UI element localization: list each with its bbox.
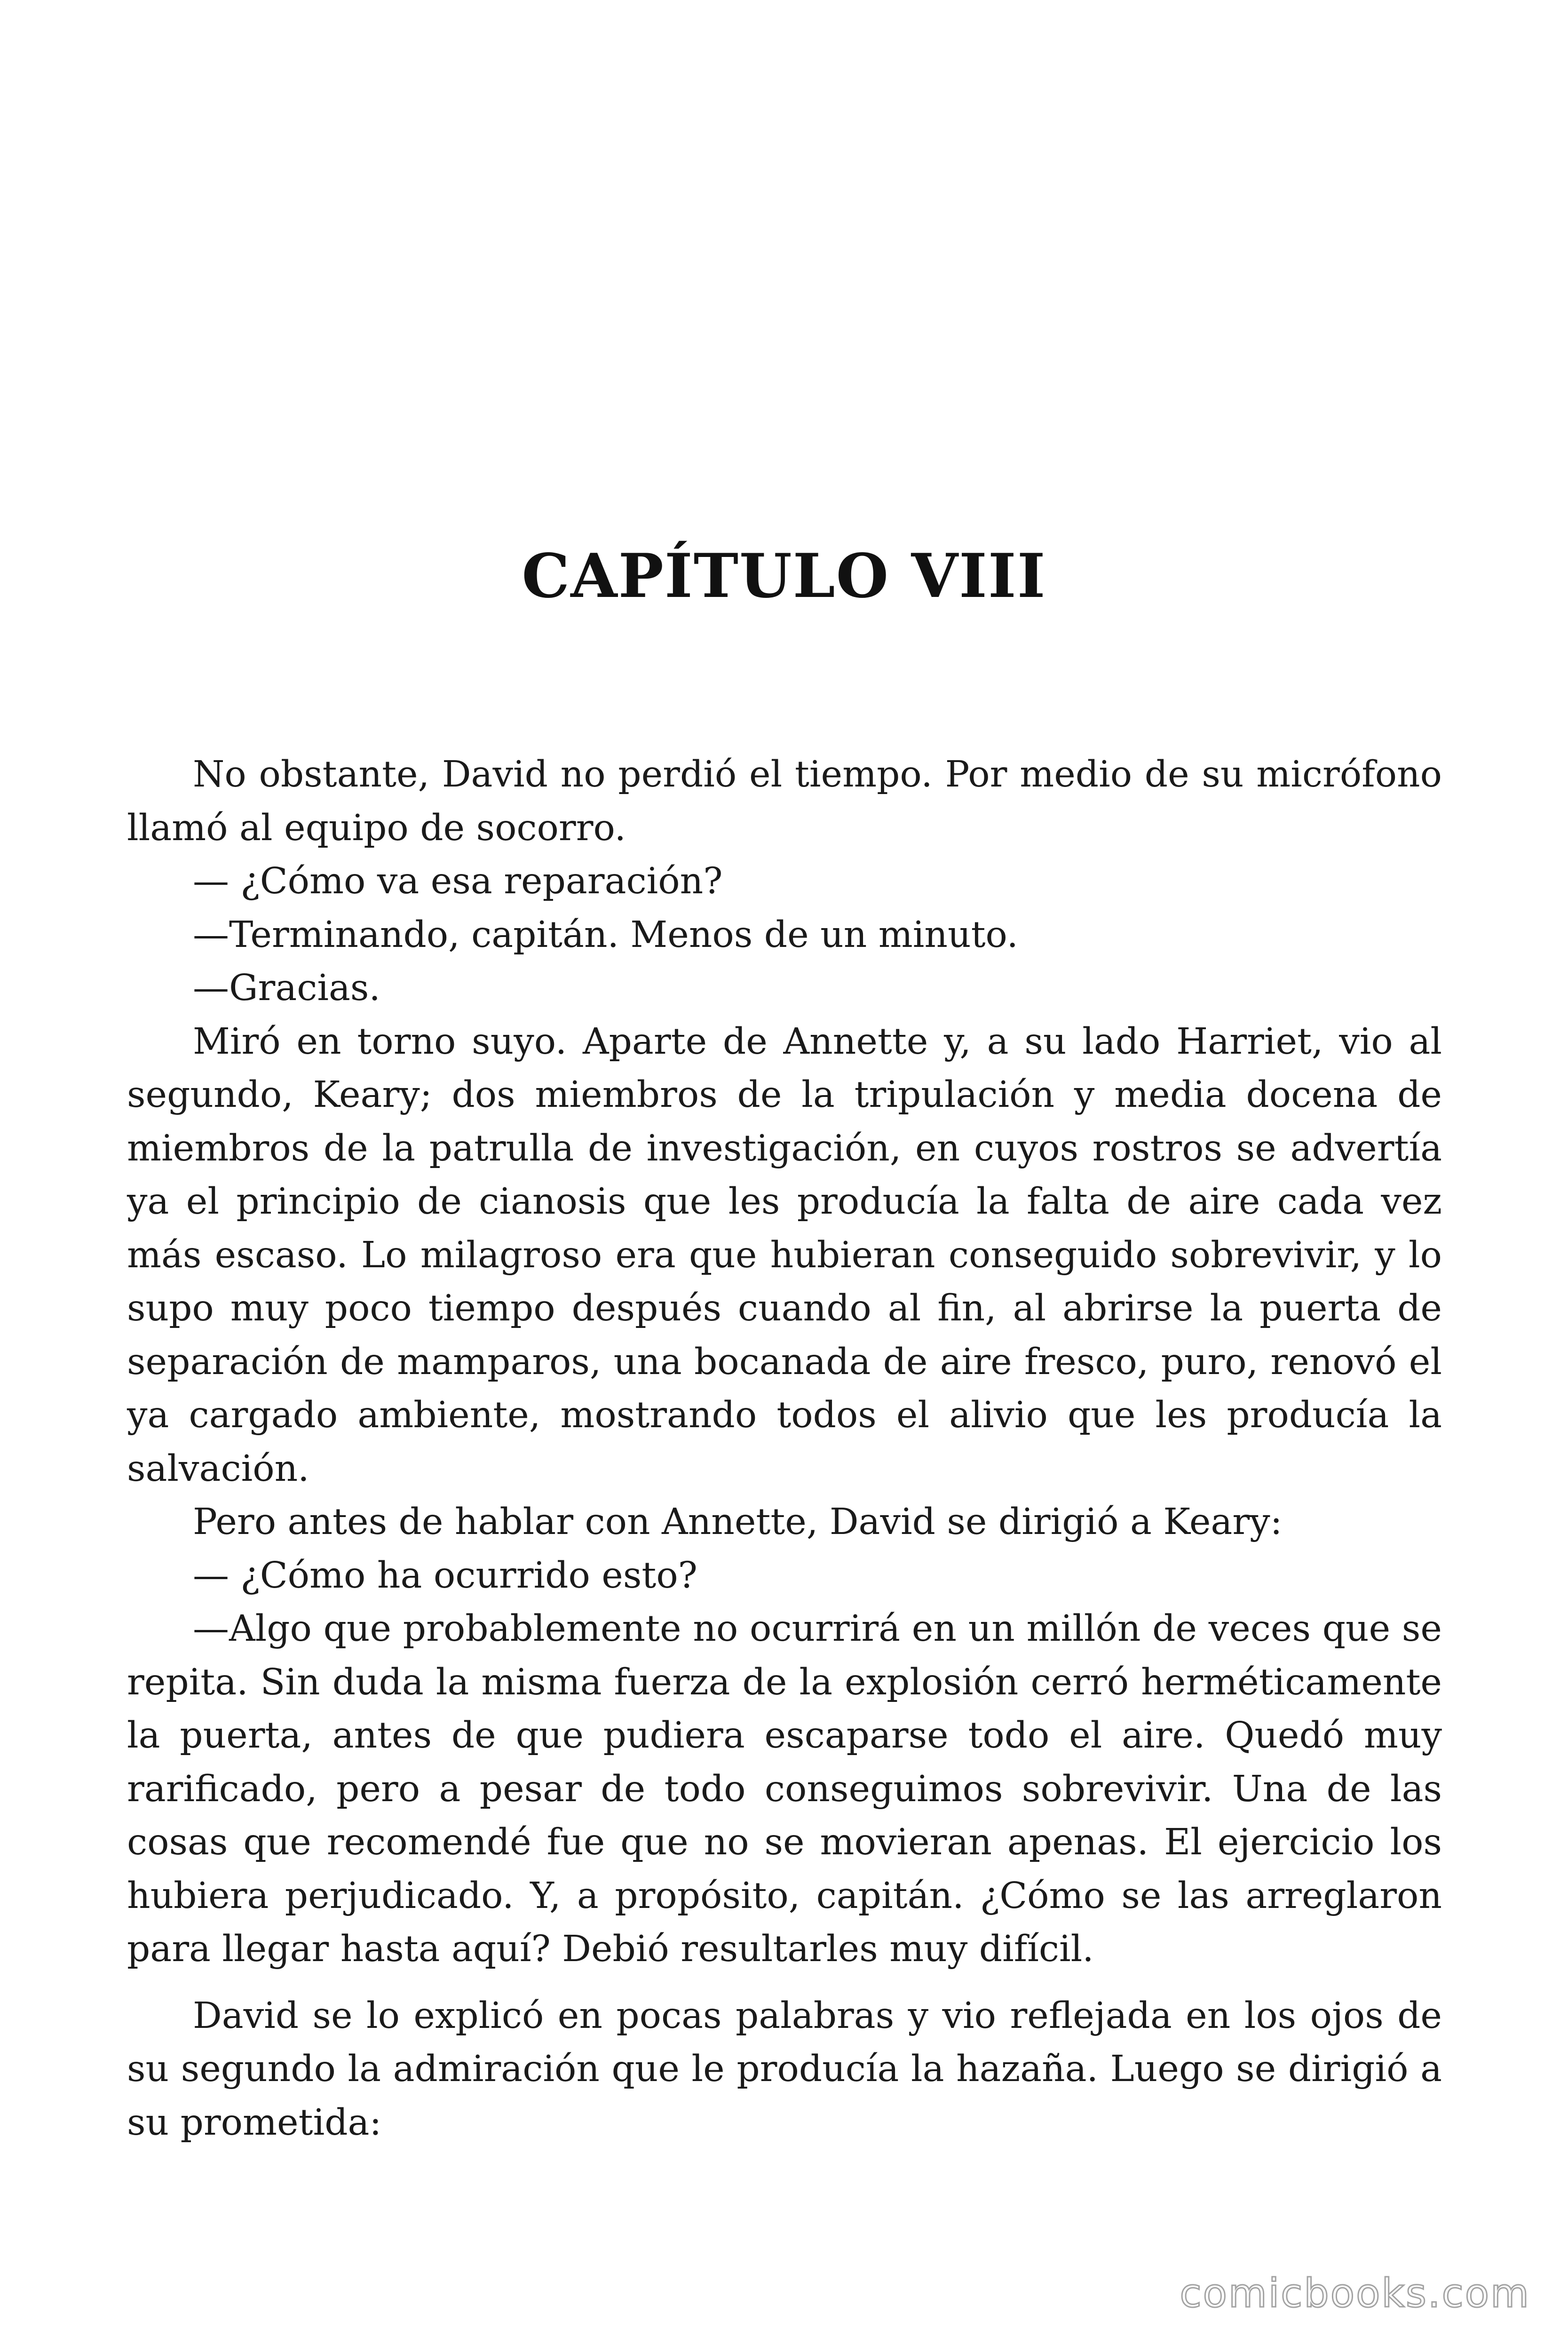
paragraph: Pero antes de hablar con Annette, David se dirigió a Keary: xyxy=(193,1501,1283,1543)
dialogue-line: — ¿Cómo va esa reparación? xyxy=(193,860,723,902)
chapter-body xyxy=(127,748,1442,2149)
paragraph: David se lo explicó en pocas palabras y vio reflejada en los ojos de su segundo la admiración que le producía la hazaña. Luego se dirigió a su prometida: xyxy=(127,1994,1442,2144)
dialogue-line: —Gracias. xyxy=(193,967,380,1009)
chapter-title: CAPÍTULO VIII xyxy=(522,541,1046,612)
dialogue-line: —Terminando, capitán. Menos de un minuto. xyxy=(193,914,1019,956)
paragraph: Miró en torno suyo. Aparte de Annette y, a su lado Harriet, vio al segundo, Keary; dos miembros de la tripulación y media docena de miembros de la patrulla de investigación, en cuyos rostros se advertía ya el principio de cianosis que les producía la falta de aire cada vez más escaso. Lo milagroso era que hubieran conseguido sobrevivir, y lo supo muy poco tiempo después cuando al fin, al abrirse la puerta de separación de mamparos, una bocanada de aire fresco, puro, renovó el ya cargado ambiente, mostrando todos el alivio que les producía la salvación. xyxy=(127,1020,1442,1490)
paragraph: No obstante, David no perdió el tiempo. Por medio de su micrófono llamó al equipo de socorro. xyxy=(127,754,1442,849)
dialogue-line: — ¿Cómo ha ocurrido esto? xyxy=(193,1554,697,1597)
dialogue-line: —Algo que probablemente no ocurrirá en un millón de veces que se repita. Sin duda la misma fuerza de la explosión cerró herméticamente la puerta, antes de que pudiera escaparse todo el aire. Quedó muy rarificado, pero a pesar de todo conseguimos sobrevivir. Una de las cosas que recomendé fue que no se movieran apenas. El ejercicio los hubiera perjudicado. Y, a propósito, capitán. ¿Cómo se las arreglaron para llegar hasta aquí? Debió resultarles muy difícil. xyxy=(127,1608,1442,1970)
site-watermark: comicbooks.com xyxy=(1180,2270,1530,2316)
